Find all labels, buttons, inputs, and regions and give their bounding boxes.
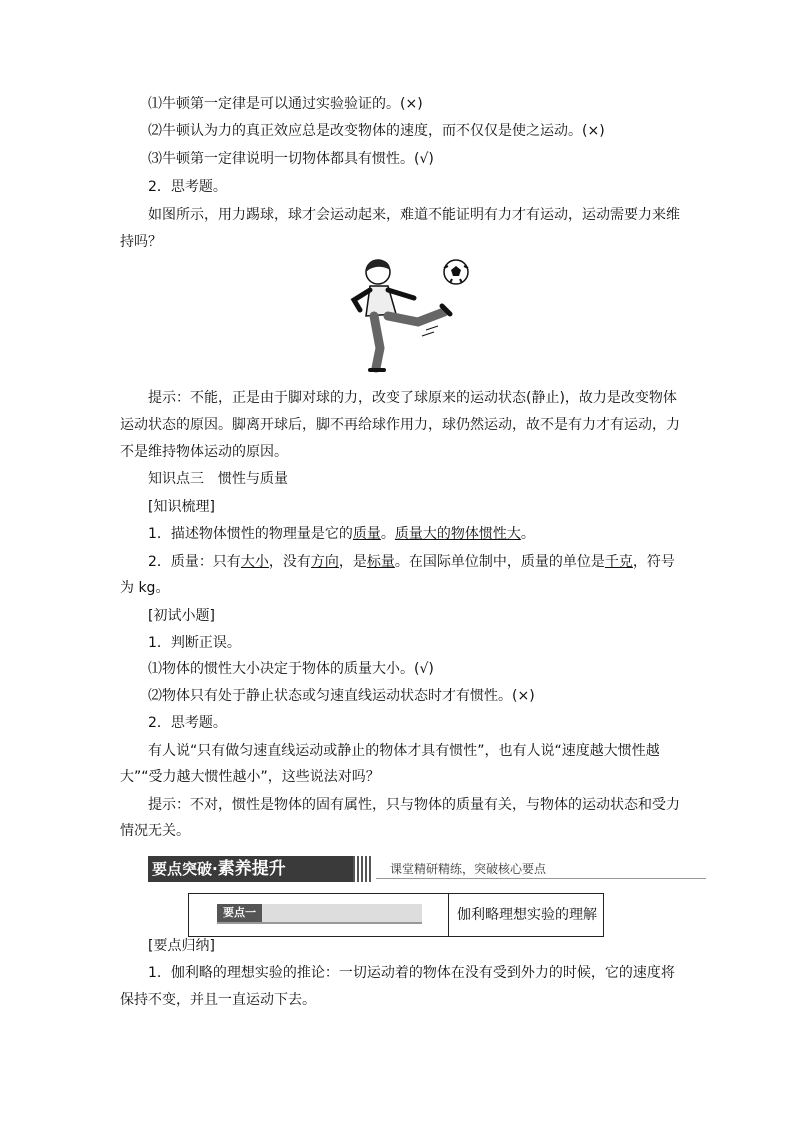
- hint2-line-1: 提示：不对，惯性是物体的固有属性，只与物体的质量有关，与物体的运动状态和受力: [148, 797, 680, 813]
- keypoint-divider: [448, 894, 449, 936]
- summary-item-2-text: 2．质量：只有: [148, 554, 241, 570]
- banner-title-part-1: 要点突破·: [152, 860, 218, 878]
- punct: 。: [380, 526, 395, 542]
- blank-mass: 质量: [352, 526, 381, 542]
- keypoint-box: [188, 893, 604, 937]
- practice-heading-1: 1．判断正误。: [148, 635, 241, 651]
- hint2-line-2: 情况无关。: [120, 823, 190, 839]
- banner-title: [148, 856, 353, 882]
- blank-direction: 方向: [310, 554, 339, 570]
- boy-kicking-ball-illustration: [340, 256, 474, 376]
- section-banner: [148, 856, 706, 882]
- banner-title-part-2: 素养提升: [217, 859, 286, 879]
- question-text-line-1: 如图所示，用力踢球，球才会运动起来，难道不能证明有力才有运动，运动需要力来维: [148, 207, 680, 223]
- hint-line-2: 运动状态的原因。脚离开球后，脚不再给球作用力，球仍然运动，故不是有力才有运动，力: [120, 417, 680, 433]
- judgment-item-3: ⑶牛顿第一定律说明一切物体都具有惯性。(√): [148, 151, 434, 167]
- question-text-line-2: 持吗？: [120, 234, 162, 250]
- hint-line-1: 提示：不能，正是由于脚对球的力，改变了球原来的运动状态(静止)，故力是改变物体: [148, 390, 677, 406]
- practice-item-2: ⑵物体只有处于静止状态或匀速直线运动状态时才有惯性。(×): [148, 688, 535, 704]
- summary-item-1-text: 1．描述物体惯性的物理量是它的: [148, 526, 353, 542]
- banner-stripe-decoration: [353, 856, 373, 882]
- text-segment: ，没有: [268, 554, 311, 570]
- section-heading: 知识点三 惯性与质量: [148, 471, 288, 487]
- text-segment: ，是: [338, 554, 367, 570]
- keypoint-title: 伽利略理想实验的理解: [457, 907, 597, 923]
- text-segment: 。在国际单位制中，质量的单位是: [394, 554, 605, 570]
- keypoint-tag-bar: [217, 904, 422, 924]
- question-heading: 2．思考题。: [148, 179, 227, 195]
- blank-kilogram: 千克: [604, 554, 633, 570]
- key-summary-label: [要点归纳]: [148, 938, 215, 954]
- knowledge-summary-label: [知识梳理]: [148, 499, 215, 515]
- judgment-item-2: ⑵牛顿认为力的真正效应总是改变物体的速度，而不仅仅是使之运动。(×): [148, 123, 605, 139]
- blank-magnitude: 大小: [240, 554, 269, 570]
- practice-label: [初试小题]: [148, 608, 215, 624]
- question2-line-1: 有人说“只有做匀速直线运动或静止的物体才具有惯性”，也有人说“速度越大惯性越: [148, 743, 660, 759]
- question2-line-2: 大”“受力越大惯性越小”，这些说法对吗？: [120, 769, 380, 785]
- key-summary-line-2: 保持不变，并且一直运动下去。: [120, 992, 316, 1008]
- judgment-item-1: ⑴牛顿第一定律是可以通过实验验证的。(×): [148, 96, 423, 112]
- banner-subtitle: 课堂精研精练，突破核心要点: [376, 859, 706, 879]
- key-summary-line-1: 1．伽利略的理想实验的推论：一切运动着的物体在没有受到外力的时候，它的速度将: [148, 965, 675, 981]
- blank-scalar: 标量: [366, 554, 395, 570]
- summary-item-2: [148, 552, 675, 572]
- text-segment: ，符号: [632, 554, 675, 570]
- practice-heading-2: 2．思考题。: [148, 715, 227, 731]
- practice-item-1: ⑴物体的惯性大小决定于物体的质量大小。(√): [148, 661, 434, 677]
- keypoint-tag: 要点一: [217, 904, 262, 922]
- summary-item-1: [148, 524, 535, 544]
- blank-mass-large-inertia-large: 质量大的物体惯性大: [394, 526, 521, 542]
- punct: 。: [520, 526, 535, 542]
- hint-line-3: 不是维持物体运动的原因。: [120, 444, 288, 460]
- summary-item-2-cont: 为 kg。: [120, 580, 170, 596]
